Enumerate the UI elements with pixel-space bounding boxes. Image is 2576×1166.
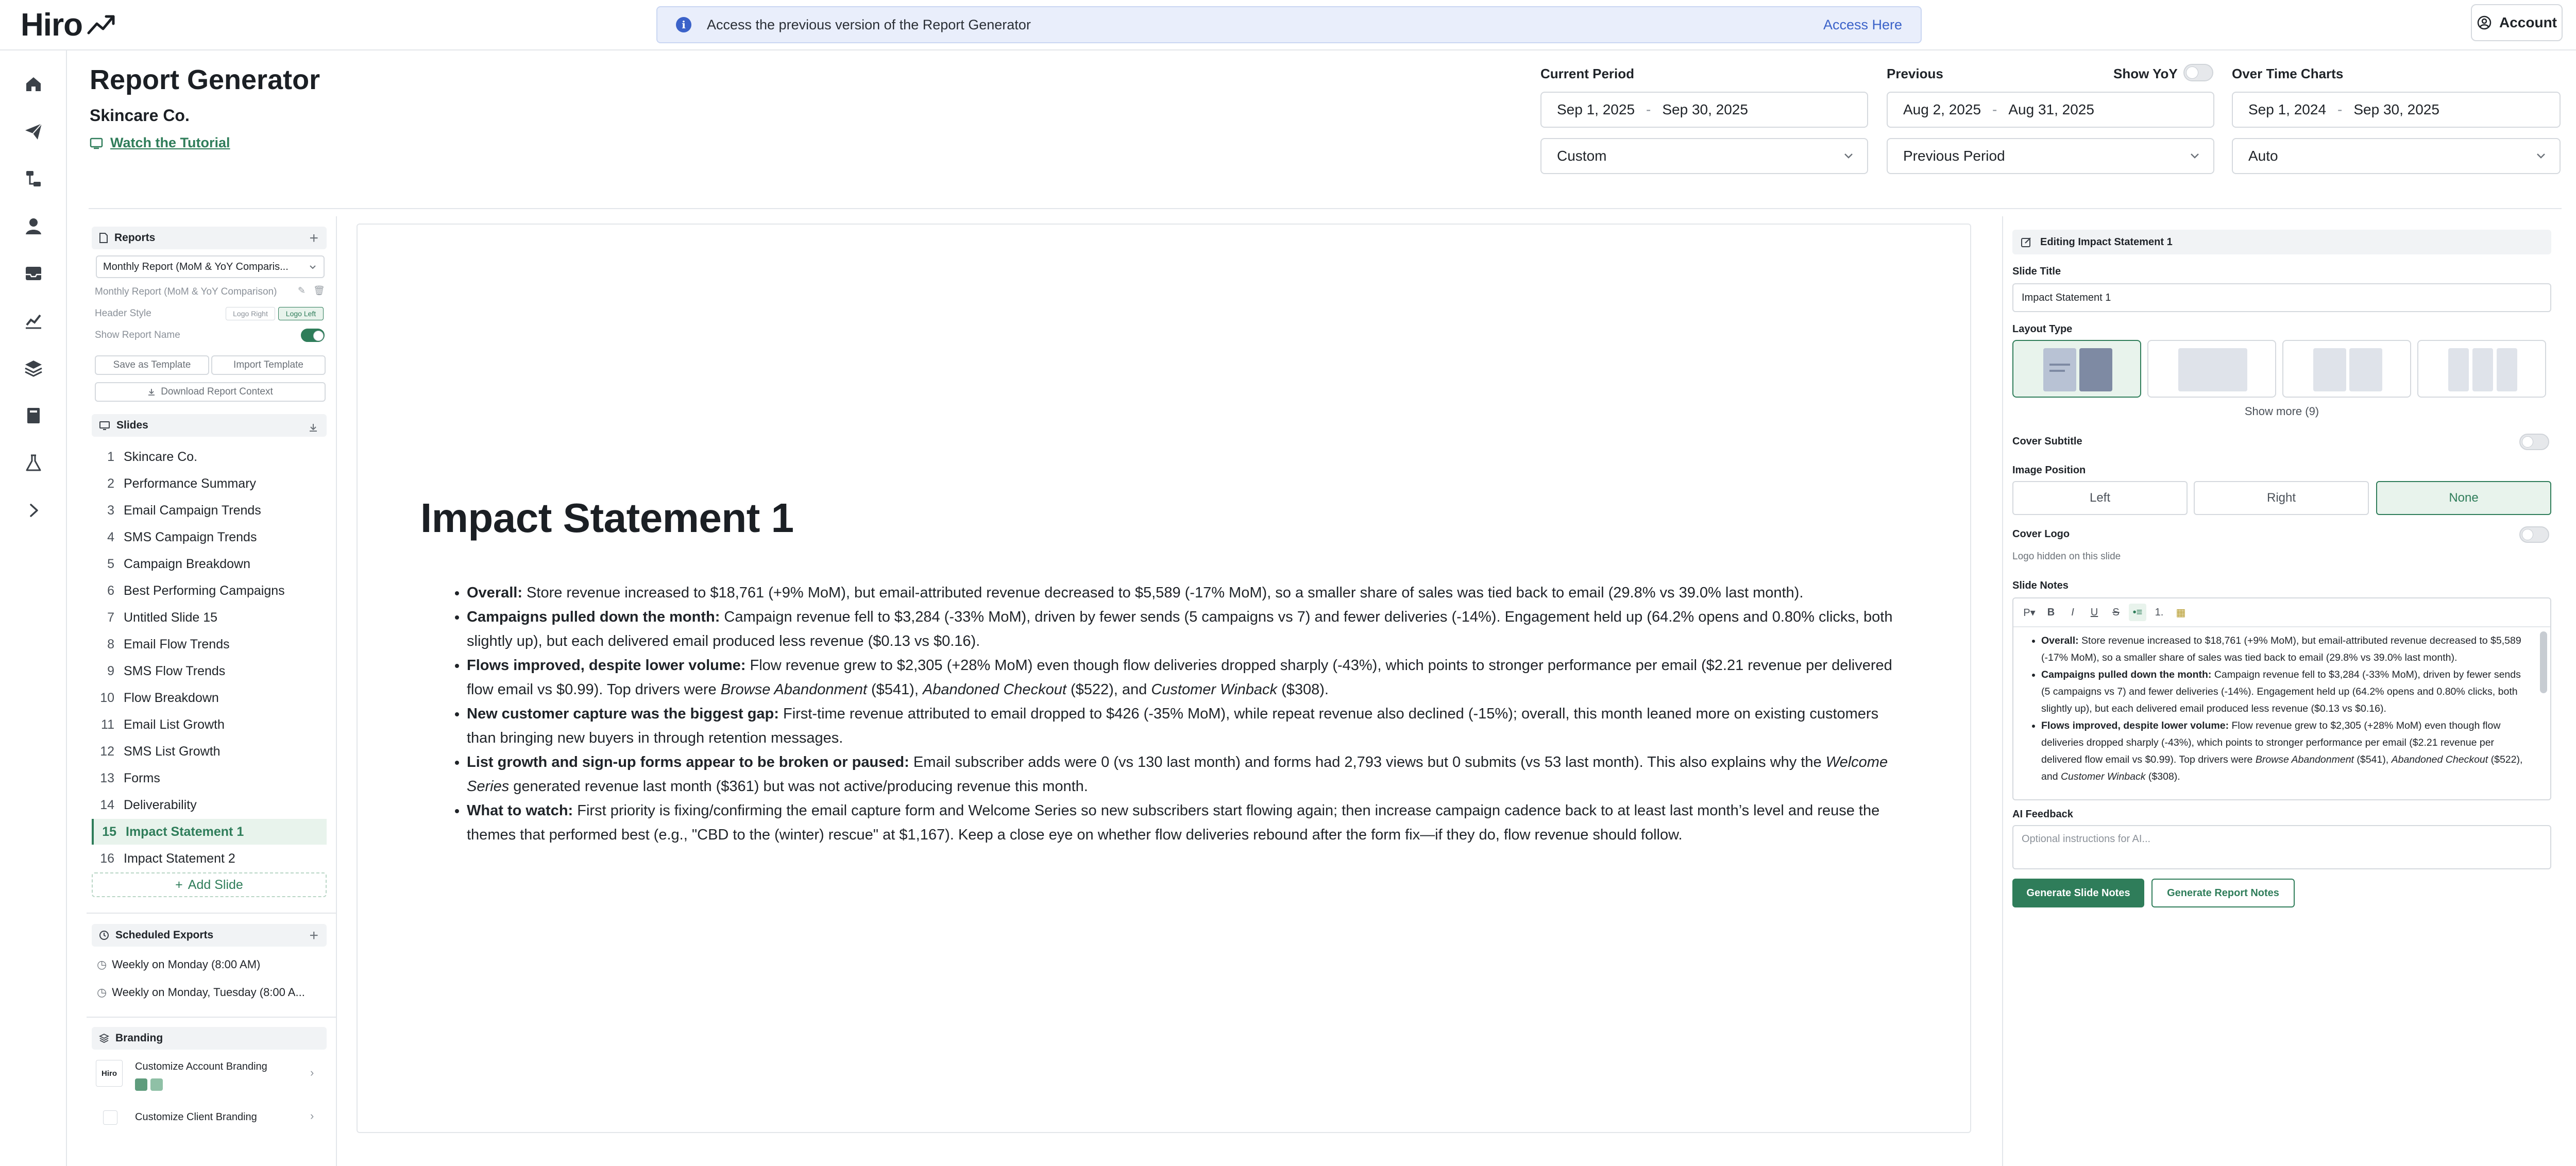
slide-number: 5: [107, 556, 114, 571]
slide-list-item[interactable]: [92, 551, 327, 577]
layers-icon: [99, 1033, 109, 1043]
layout-thumb-col: [2349, 348, 2382, 391]
bullet-text: ($522), and: [1066, 681, 1151, 698]
logo-text: Hiro: [21, 7, 82, 43]
layout-option-text-image[interactable]: [2012, 340, 2141, 398]
brand-swatch: [150, 1078, 163, 1091]
bullet-text: First priority is fixing/confirming the email capture form and Welcome Series so new subscribers start flowing again; then increase campaign cadence back to at least last month’s level and reuse the themes that performed best (e.g., "CBD to the (winter) rescue" at $1,167). Keep a close eye on whether flow deliveries rebound after the form fix—if they do, flow revenue should follow.: [467, 802, 1880, 843]
notes-bullet: [2041, 717, 2530, 785]
layout-thumb-full: [2178, 348, 2247, 391]
chevron-down-icon: [1843, 152, 1854, 160]
bullet-text: Campaign revenue fell to $3,284 (-33% MoM), driven by fewer sends (5 campaigns vs 7) and fewer deliveries (-14%). Engagement held up (64.2% opens and 0.80% clicks, both slightly up), but each delivered email produced less revenue ($0.13 vs $0.16).: [2041, 669, 2521, 714]
slide-list-item[interactable]: [92, 498, 327, 523]
current-period-label: Current Period: [1540, 66, 1635, 81]
bullet-text: ($308).: [1277, 681, 1329, 698]
slide-name: Impact Statement 1: [126, 824, 244, 839]
bullet-lead: Campaigns pulled down the month:: [467, 609, 720, 625]
slide-bullet: [467, 702, 1910, 750]
logo[interactable]: [21, 5, 116, 44]
client-logo-placeholder: [103, 1110, 117, 1125]
over-time-end-date: Sep 30, 2025: [2353, 101, 2439, 117]
lab-icon[interactable]: [19, 448, 48, 478]
bullet-list-button[interactable]: •≡: [2129, 604, 2146, 621]
notes-bullet: [2041, 666, 2530, 717]
previous-period-date-range[interactable]: [1887, 92, 2214, 128]
slide-name: Email List Growth: [124, 717, 225, 732]
slide-list-item[interactable]: [92, 765, 327, 791]
add-slide-button[interactable]: [92, 872, 327, 897]
edit-icon: [2021, 236, 2032, 248]
slide-notes-content[interactable]: [2025, 632, 2530, 785]
bullet-lead: Overall:: [2041, 635, 2079, 646]
slide-name: SMS Campaign Trends: [124, 529, 257, 544]
report-name-display: Monthly Report (MoM & YoY Comparison): [95, 286, 277, 297]
branding-header: [92, 1027, 327, 1050]
bullet-text: ($541),: [2353, 754, 2392, 765]
reports-title: Reports: [114, 232, 156, 244]
layout-thumb-col: [2472, 348, 2493, 391]
slide-list-item[interactable]: [92, 524, 327, 550]
edit-report-icon[interactable]: ✎: [298, 285, 306, 296]
flows-icon[interactable]: [19, 164, 48, 194]
slide-bullet: [467, 750, 1910, 799]
previous-period-mode: Previous Period: [1903, 148, 2005, 164]
divider: [87, 913, 337, 914]
download-context-button[interactable]: [95, 382, 326, 402]
download-slides-icon[interactable]: [308, 419, 318, 437]
slide-number: 7: [107, 610, 114, 625]
user-circle-icon: [2477, 15, 2492, 30]
customize-client-label: Customize Client Branding: [135, 1111, 257, 1123]
plus-icon: +: [175, 877, 183, 892]
bullet-text: Email subscriber adds were 0 (vs 130 last month) and forms had 2,793 views but 0 submits (vs 53 last month). This also explains why the: [909, 754, 1826, 770]
header-style-label: Header Style: [95, 308, 151, 319]
scheduled-export-label: Weekly on Monday (8:00 AM): [112, 958, 261, 971]
slide-name: Best Performing Campaigns: [124, 583, 285, 598]
layout-thumb-col: [2313, 348, 2346, 391]
clock-icon: ◷: [97, 986, 107, 999]
info-icon: i: [676, 17, 691, 32]
show-report-name-label: Show Report Name: [95, 330, 180, 340]
current-end-date: Sep 30, 2025: [1662, 101, 1748, 117]
over-time-date-range[interactable]: [2232, 92, 2561, 128]
slide-list-item[interactable]: [92, 631, 327, 657]
slide-name: Flow Breakdown: [124, 690, 219, 705]
slide-list-item[interactable]: [92, 792, 327, 818]
slide-name: Performance Summary: [124, 476, 257, 491]
bullet-text: generated revenue last month ($361) but was not active/producing revenue this month.: [509, 778, 1088, 795]
previous-end-date: Aug 31, 2025: [2008, 101, 2094, 117]
chevron-right-icon: ›: [310, 1066, 314, 1079]
image-position-label: Image Position: [2012, 465, 2086, 476]
cover-logo-label: Cover Logo: [2012, 528, 2070, 540]
slide-name: Untitled Slide 15: [124, 610, 218, 625]
previous-start-date: Aug 2, 2025: [1903, 101, 1981, 117]
account-button[interactable]: [2471, 4, 2563, 41]
slides-title: Slides: [116, 419, 148, 431]
bullet-emphasis: Welcome Series: [467, 754, 1888, 795]
slide-number: 2: [107, 476, 114, 491]
slide-number: 10: [100, 690, 114, 705]
slide-number: 15: [102, 824, 116, 839]
slides-header: [92, 414, 327, 437]
numbered-list-button[interactable]: 1.: [2155, 606, 2164, 618]
italic-button[interactable]: I: [2071, 606, 2074, 618]
cover-logo-hint: Logo hidden on this slide: [2012, 551, 2121, 562]
delete-report-icon[interactable]: 🗑: [313, 285, 325, 296]
bullet-emphasis: Browse Abandonment: [720, 681, 867, 698]
slide-notes-label: Slide Notes: [2012, 580, 2069, 591]
analytics-icon[interactable]: [19, 306, 48, 336]
slide-title-value: Impact Statement 1: [2022, 292, 2111, 303]
image-position-left[interactable]: Left: [2012, 481, 2188, 515]
slide-list-item[interactable]: [92, 444, 327, 470]
slide-name: Impact Statement 2: [124, 851, 235, 866]
slide-bullet: [467, 581, 1910, 605]
account-label: Account: [2499, 14, 2557, 30]
layout-thumb-text: [2043, 348, 2076, 391]
current-period-mode: Custom: [1557, 148, 1607, 164]
over-time-mode: Auto: [2248, 148, 2278, 164]
access-here-link[interactable]: Access Here: [1823, 16, 1902, 32]
cover-subtitle-label: Cover Subtitle: [2012, 436, 2082, 447]
slide-number: 3: [107, 503, 114, 518]
slide-number: 14: [100, 797, 114, 812]
scheduled-export-item[interactable]: [97, 986, 305, 999]
add-export-icon[interactable]: +: [309, 927, 318, 944]
image-position-right[interactable]: Right: [2194, 481, 2369, 515]
paragraph-style-button[interactable]: P▾: [2023, 607, 2036, 619]
logo-left-option[interactable]: Logo Left: [278, 307, 324, 320]
slide-name: Email Flow Trends: [124, 637, 230, 651]
over-time-charts-label: Over Time Charts: [2232, 66, 2344, 81]
account-logo-thumbnail: [96, 1060, 123, 1087]
slide-number: 8: [107, 637, 114, 651]
slide-bullet: [467, 654, 1910, 702]
toggle-knob: [2522, 529, 2533, 540]
add-slide-label: Add Slide: [188, 877, 243, 892]
ai-feedback-input[interactable]: [2012, 825, 2551, 869]
bullet-text: First-time revenue attributed to email dropped to $426 (-35% MoM), while repeat revenue also declined (-15%); overall, this month leaned more on existing customers than bringing new buyers in through retention messages.: [467, 706, 1879, 746]
image-position-none[interactable]: None: [2376, 481, 2551, 515]
download-icon: [147, 388, 156, 396]
notes-bullet: [2041, 632, 2530, 666]
slide-list-item[interactable]: [92, 739, 327, 764]
customize-account-branding[interactable]: [96, 1058, 326, 1100]
previous-version-banner: [656, 6, 1922, 43]
slide-name: Deliverability: [124, 797, 197, 812]
current-period-select[interactable]: [1540, 138, 1868, 174]
video-icon: [90, 137, 103, 149]
watch-tutorial-link[interactable]: [90, 135, 230, 151]
selected-report: Monthly Report (MoM & YoY Comparis...: [103, 261, 289, 272]
slide-title-input[interactable]: [2012, 283, 2551, 312]
generate-slide-notes-button[interactable]: Generate Slide Notes: [2012, 879, 2144, 907]
slide-name: Forms: [124, 770, 160, 785]
logo-right-option[interactable]: Logo Right: [226, 307, 275, 320]
banner-message: Access the previous version of the Report Generator: [707, 16, 1031, 32]
slide-list-item[interactable]: [92, 605, 327, 630]
date-separator: -: [1992, 101, 1997, 117]
scheduled-exports-header: [92, 924, 327, 947]
bullet-emphasis: Abandoned Checkout: [922, 681, 1066, 698]
slide-bullet: [467, 605, 1910, 654]
underline-button[interactable]: U: [2090, 606, 2098, 618]
toggle-knob: [2186, 66, 2198, 79]
slide-list-item[interactable]: [92, 685, 327, 711]
show-report-name-toggle[interactable]: [301, 329, 325, 342]
expand-icon[interactable]: [19, 495, 48, 525]
slide-title[interactable]: Impact Statement 1: [420, 495, 794, 541]
cover-logo-toggle[interactable]: [2519, 526, 2549, 543]
over-time-select[interactable]: [2232, 138, 2561, 174]
save-as-template-button[interactable]: Save as Template: [95, 355, 209, 375]
customize-account-label: Customize Account Branding: [135, 1061, 267, 1072]
slide-number: 16: [100, 851, 114, 866]
strikethrough-button[interactable]: S: [2112, 606, 2120, 618]
bullet-text: Flow revenue grew to $2,305 (+28% MoM) even though flow deliveries dropped sharply (-43%), which points to stronger performance per email ($2.21 revenue per delivered flow email vs $0.99). Top drivers were: [2041, 720, 2501, 765]
editor-header: [2012, 230, 2551, 254]
home-icon[interactable]: [19, 69, 48, 99]
ai-feedback-placeholder: Optional instructions for AI...: [2022, 833, 2151, 845]
bullet-lead: Flows improved, despite lower volume:: [467, 657, 746, 674]
slide-number: 6: [107, 583, 114, 598]
download-context-label: Download Report Context: [161, 386, 273, 397]
slide-number: 13: [100, 770, 114, 785]
toggle-knob: [2522, 436, 2533, 448]
page-title: Report Generator: [90, 64, 320, 95]
header-divider: [89, 208, 2562, 209]
bullet-lead: What to watch:: [467, 802, 573, 819]
scheduled-exports-title: Scheduled Exports: [115, 929, 214, 941]
current-start-date: Sep 1, 2025: [1557, 101, 1635, 117]
layout-thumb-image: [2079, 348, 2112, 391]
add-report-icon[interactable]: +: [309, 230, 318, 247]
layout-type-label: Layout Type: [2012, 323, 2073, 335]
bullet-text: ($308).: [2145, 771, 2180, 782]
tutorial-label: Watch the Tutorial: [110, 135, 230, 150]
account-logo-text: Hiro: [101, 1069, 117, 1078]
chevron-down-icon: [2536, 152, 2546, 160]
date-separator: -: [1646, 101, 1651, 117]
slide-list-item[interactable]: [92, 819, 327, 845]
bullet-lead: Campaigns pulled down the month:: [2041, 669, 2212, 680]
bullet-text: Campaign revenue fell to $3,284 (-33% MoM), driven by fewer sends (5 campaigns vs 7) and fewer deliveries (-14%). Engagement held up (64.2% opens and 0.80% clicks, both slightly up), but each delivered email produced less revenue ($0.13 vs $0.16).: [467, 609, 1893, 649]
bullet-emphasis: Customer Winback: [1151, 681, 1278, 698]
bullet-lead: New customer capture was the biggest gap:: [467, 706, 779, 722]
bullet-text: Store revenue increased to $18,761 (+9% MoM), but email-attributed revenue decreased to $5,589 (-17% MoM), so a smaller share of sales was tied back to email (29.8% vs 39.0% last month).: [522, 585, 1804, 601]
cover-subtitle-toggle[interactable]: [2519, 434, 2549, 450]
branding-title: Branding: [115, 1032, 163, 1044]
chevron-down-icon: [2190, 152, 2200, 160]
toggle-knob: [313, 331, 324, 341]
left-nav: [0, 50, 67, 1166]
layout-option-full[interactable]: [2147, 340, 2276, 398]
slide-bullet: [467, 799, 1910, 847]
slide-name: SMS List Growth: [124, 744, 221, 759]
notes-scrollbar[interactable]: [2540, 631, 2547, 693]
chevron-down-icon: [309, 265, 316, 270]
client-name: Skincare Co.: [90, 106, 190, 125]
current-period-date-range[interactable]: [1540, 92, 1868, 128]
bullet-lead: Flows improved, despite lower volume:: [2041, 720, 2229, 731]
book-icon[interactable]: [19, 401, 48, 431]
slide-number: 9: [107, 663, 114, 678]
slides-icon: [99, 421, 110, 430]
previous-period-label: Previous: [1887, 66, 1943, 81]
bullet-lead: List growth and sign-up forms appear to be broken or paused:: [467, 754, 909, 770]
layout-option-three-column[interactable]: [2417, 340, 2546, 398]
reports-header: [92, 227, 327, 249]
slide-list-item[interactable]: [92, 712, 327, 738]
generate-report-notes-button[interactable]: Generate Report Notes: [2151, 879, 2295, 907]
slide-list-item[interactable]: [92, 846, 327, 871]
slide-name: Skincare Co.: [124, 449, 198, 464]
previous-period-select[interactable]: [1887, 138, 2214, 174]
slide-number: 12: [100, 744, 114, 759]
bullet-emphasis: Customer Winback: [2060, 771, 2146, 782]
bullet-text: ($541),: [867, 681, 923, 698]
scheduled-export-label: Weekly on Monday, Tuesday (8:00 A...: [112, 986, 305, 999]
slide-number: 11: [101, 717, 114, 732]
editor-heading: Editing Impact Statement 1: [2040, 236, 2173, 248]
bullet-text: ($522), and: [2041, 754, 2523, 782]
over-time-start-date: Sep 1, 2024: [2248, 101, 2327, 117]
bullet-emphasis: Browse Abandonment: [2255, 754, 2354, 765]
slide-list-item[interactable]: [92, 658, 327, 684]
slide-list-item[interactable]: [92, 578, 327, 604]
customize-client-branding[interactable]: [96, 1105, 326, 1131]
slide-notes-editor[interactable]: [2012, 597, 2551, 800]
slide-name: SMS Flow Trends: [124, 663, 226, 678]
bullet-text: Flow revenue grew to $2,305 (+28% MoM) even though flow deliveries dropped sharply (-43%), which points to stronger performance per email ($2.21 revenue per delivered flow email vs $0.99). Top drivers were: [467, 657, 1892, 698]
brand-swatch: [135, 1078, 147, 1091]
date-separator: -: [2337, 101, 2343, 117]
trend-arrow-icon: [87, 12, 116, 37]
layout-thumb-col: [2497, 348, 2517, 391]
slide-number: 4: [107, 529, 114, 544]
chevron-right-icon: ›: [310, 1109, 314, 1122]
show-yoy-toggle[interactable]: [2183, 64, 2213, 81]
slide-name: Email Campaign Trends: [124, 503, 261, 518]
divider: [87, 1017, 337, 1018]
report-select[interactable]: [96, 255, 325, 278]
document-icon: [99, 232, 108, 244]
show-yoy-label: Show YoY: [2113, 66, 2178, 81]
show-more-layouts-button[interactable]: Show more (9): [2244, 405, 2319, 418]
layout-option-two-column[interactable]: [2282, 340, 2411, 398]
bullet-text: Store revenue increased to $18,761 (+9% MoM), but email-attributed revenue decreased to $5,589 (-17% MoM), so a smaller share of sales was tied back to email (29.8% vs 39.0% last month).: [2041, 635, 2521, 663]
clock-icon: [99, 930, 109, 940]
notes-toolbar: [2013, 598, 2550, 627]
slide-name: Campaign Breakdown: [124, 556, 250, 571]
user-icon[interactable]: [19, 211, 48, 241]
import-template-button[interactable]: Import Template: [211, 355, 326, 375]
scheduled-export-item[interactable]: [97, 958, 260, 971]
slide-bullet-list[interactable]: [447, 581, 1910, 847]
slide-title-label: Slide Title: [2012, 266, 2061, 277]
clock-icon: ◷: [97, 958, 107, 971]
bullet-lead: Overall:: [467, 585, 522, 601]
send-icon[interactable]: [19, 116, 48, 146]
table-button[interactable]: ▦: [2176, 607, 2186, 619]
ai-feedback-label: AI Feedback: [2012, 809, 2073, 820]
inbox-icon[interactable]: [19, 259, 48, 288]
layout-thumb-col: [2448, 348, 2469, 391]
bullet-emphasis: Abandoned Checkout: [2391, 754, 2488, 765]
slide-list-item[interactable]: [92, 471, 327, 496]
bold-button[interactable]: B: [2047, 606, 2055, 618]
layers-icon[interactable]: [19, 353, 48, 383]
slide-number: 1: [107, 449, 114, 464]
